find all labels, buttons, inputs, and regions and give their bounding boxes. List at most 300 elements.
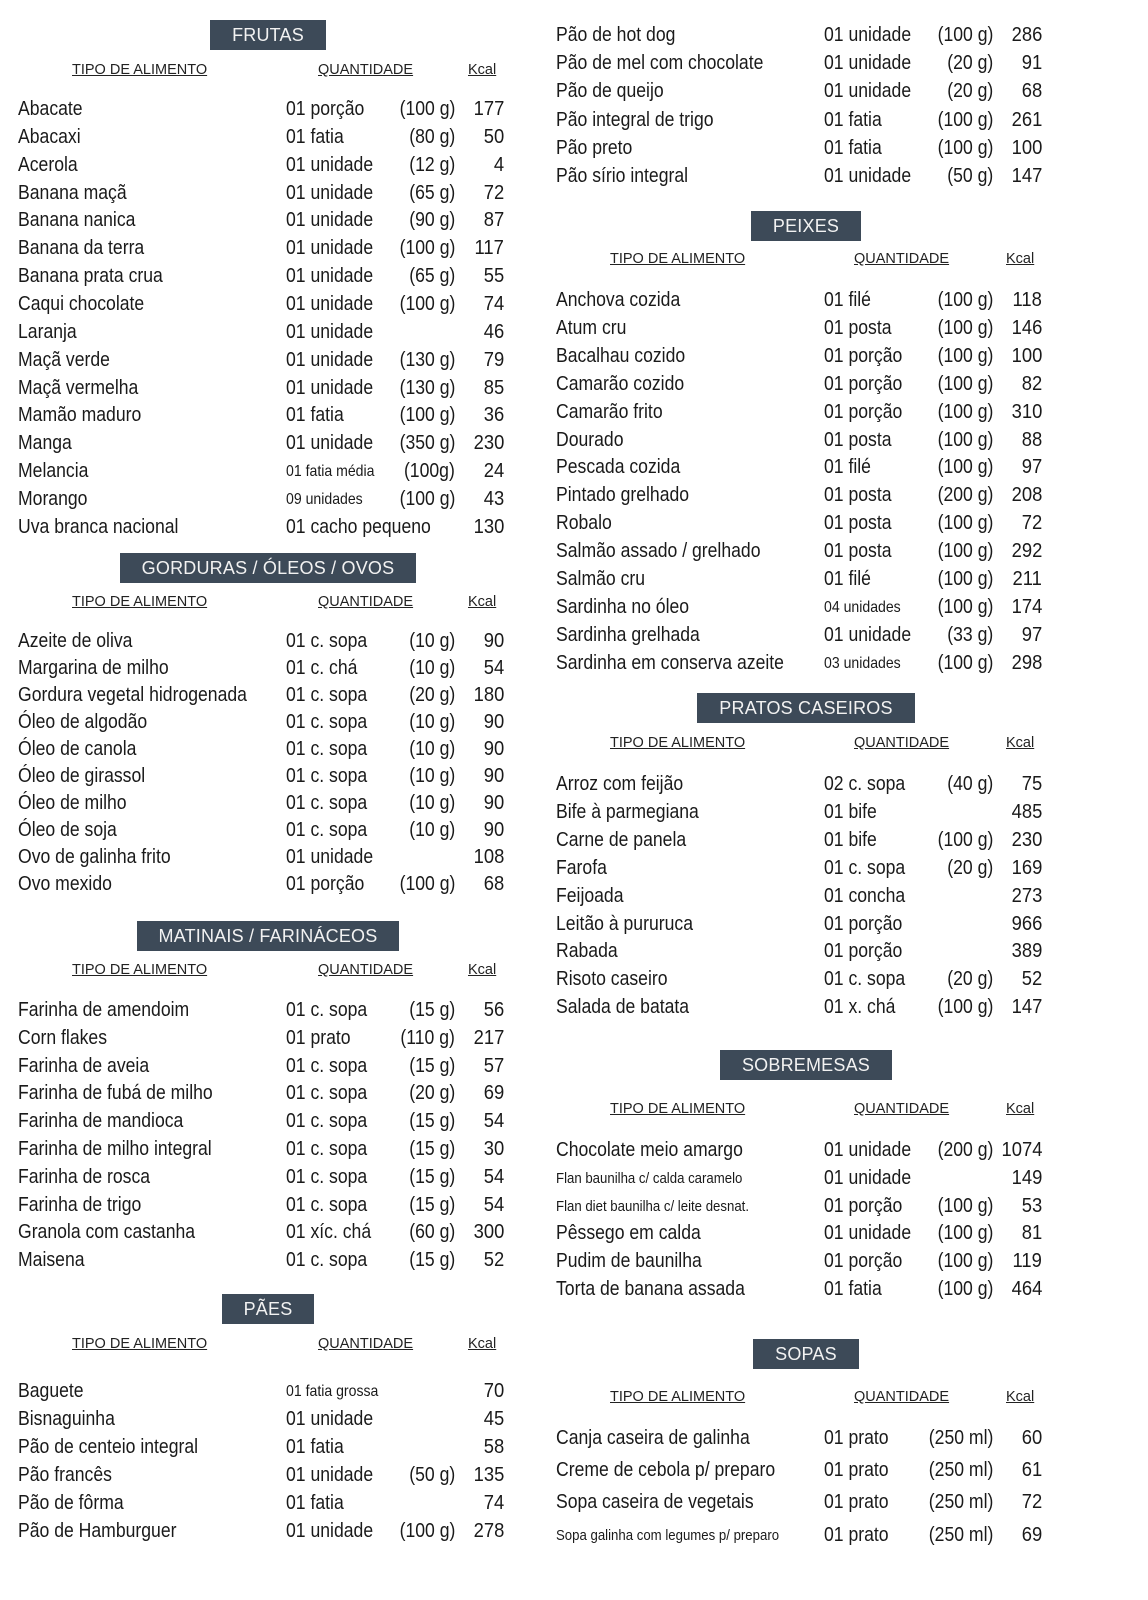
food-weight: (15 g) — [409, 1110, 455, 1133]
food-kcal: 74 — [483, 292, 504, 315]
food-name: Azeite de oliva — [18, 630, 133, 652]
food-row-pao-de-queijo — [556, 78, 1056, 106]
food-name: Pão sírio integral — [556, 165, 689, 187]
food-kcal: 118 — [1012, 289, 1042, 311]
food-quantity: 01 prato — [824, 1459, 889, 1482]
food-quantity: 01 c. chá — [286, 657, 358, 679]
food-quantity: 01 unidade — [824, 52, 912, 75]
food-weight: (130 g) — [399, 348, 455, 371]
food-weight: (100 g) — [937, 136, 993, 159]
food-row-pao-de-hamburguer — [18, 1518, 518, 1546]
section-title: MATINAIS / FARINÁCEOS — [137, 921, 400, 951]
food-row-farinha-de-milho-integral — [18, 1136, 518, 1164]
food-quantity: 01 c. sopa — [286, 1138, 368, 1160]
food-kcal: 82 — [1021, 372, 1042, 395]
food-kcal: 230 — [473, 432, 504, 455]
food-name: Salmão cru — [556, 568, 646, 590]
food-row-sopa-caseira-de-vegetais — [556, 1489, 1056, 1517]
food-name: Abacaxi — [18, 125, 81, 148]
food-kcal: 85 — [483, 376, 504, 399]
food-name: Bacalhau cozido — [556, 344, 686, 367]
food-row-laranja — [18, 319, 518, 347]
food-weight: (33 g) — [947, 623, 993, 646]
section-banner — [556, 1339, 1056, 1369]
food-kcal: 72 — [1021, 1491, 1042, 1514]
section-banner — [18, 921, 518, 951]
food-name: Farinha de trigo — [18, 1193, 142, 1216]
food-name: Pão de centeio integral — [18, 1436, 199, 1458]
food-kcal: 217 — [473, 1026, 504, 1049]
food-name: Manga — [18, 432, 72, 455]
food-kcal: 55 — [483, 265, 504, 288]
food-row-camarao-cozido — [556, 371, 1056, 399]
column-headers — [556, 735, 1056, 757]
food-weight: (40 g) — [947, 773, 993, 795]
food-weight: (100 g) — [937, 24, 993, 46]
food-name: Acerola — [18, 153, 78, 176]
food-row-farinha-de-amendoim — [18, 997, 518, 1025]
food-kcal: 273 — [1011, 884, 1042, 907]
column-headers — [18, 962, 518, 984]
food-kcal: 50 — [483, 125, 504, 148]
food-weight: (60 g) — [409, 1221, 455, 1244]
food-weight: (100g) — [404, 460, 455, 483]
food-kcal: 485 — [1011, 800, 1042, 823]
food-weight: (65 g) — [409, 181, 455, 204]
food-row-canja-caseira-de-galinha — [556, 1425, 1056, 1453]
food-weight: (100 g) — [937, 512, 993, 535]
food-quantity: 01 unidade — [286, 320, 374, 343]
food-quantity: 01 unidade — [286, 237, 374, 260]
food-quantity: 01 posta — [824, 512, 892, 535]
food-weight: (100 g) — [937, 651, 993, 674]
food-quantity: 09 unidades — [286, 490, 363, 508]
food-name: Sardinha grelhada — [556, 623, 700, 646]
food-kcal: 130 — [473, 515, 504, 538]
food-kcal: 90 — [483, 792, 504, 814]
food-row-uva-branca-nacional — [18, 514, 518, 542]
column-headers — [556, 251, 1056, 273]
food-kcal: 69 — [483, 1082, 504, 1105]
food-row-salada-de-batata — [556, 994, 1056, 1022]
header-tipo: TIPO DE ALIMENTO — [72, 62, 208, 78]
food-weight: (50 g) — [409, 1464, 455, 1486]
food-weight: (100 g) — [399, 292, 455, 315]
section-banner — [18, 20, 518, 50]
food-quantity: 01 fatia — [286, 1492, 344, 1514]
food-quantity: 01 unidade — [824, 24, 912, 46]
food-row-creme-de-cebola-p-preparo — [556, 1457, 1056, 1485]
food-name: Pão de queijo — [556, 80, 664, 103]
food-name: Arroz com feijão — [556, 773, 684, 795]
food-kcal: 286 — [1011, 24, 1042, 46]
section-title: FRUTAS — [210, 20, 326, 50]
section-banner — [556, 1050, 1056, 1080]
food-name: Torta de banana assada — [556, 1278, 745, 1300]
column-headers — [18, 594, 518, 616]
food-kcal: 292 — [1011, 540, 1042, 563]
food-weight: (100 g) — [399, 98, 455, 120]
food-quantity: 03 unidades — [824, 654, 901, 672]
food-kcal: 177 — [473, 98, 504, 120]
header-tipo: TIPO DE ALIMENTO — [610, 1101, 746, 1117]
food-name: Corn flakes — [18, 1026, 108, 1049]
food-name: Maçã verde — [18, 348, 110, 371]
food-weight: (100 g) — [937, 1194, 993, 1217]
food-name: Banana maçã — [18, 181, 127, 204]
food-weight: (50 g) — [947, 165, 993, 187]
food-name: Laranja — [18, 320, 77, 343]
column-headers — [18, 62, 518, 84]
food-quantity: 01 c. sopa — [286, 1249, 368, 1272]
section-title: SOPAS — [753, 1339, 859, 1369]
food-name: Risoto caseiro — [556, 968, 668, 991]
food-row-pudim-de-baunilha — [556, 1248, 1056, 1276]
food-row-rabada — [556, 938, 1056, 966]
food-weight: (100 g) — [399, 1520, 455, 1542]
food-row-farinha-de-mandioca — [18, 1108, 518, 1136]
food-row-banana-prata-crua — [18, 263, 518, 291]
food-quantity: 01 c. sopa — [286, 1165, 368, 1188]
food-kcal: 54 — [483, 657, 504, 679]
food-kcal: 90 — [483, 738, 504, 760]
food-quantity: 01 filé — [824, 289, 871, 311]
food-quantity: 01 fatia — [286, 1436, 344, 1458]
food-quantity: 01 prato — [286, 1026, 351, 1049]
food-quantity: 01 porção — [824, 1194, 903, 1217]
food-name: Robalo — [556, 512, 612, 535]
food-quantity: 01 c. sopa — [286, 1193, 368, 1216]
section-banner — [556, 693, 1056, 723]
food-kcal: 45 — [483, 1408, 504, 1430]
food-kcal: 30 — [483, 1138, 504, 1160]
food-row-camarao-frito — [556, 399, 1056, 427]
food-row-risoto-caseiro — [556, 966, 1056, 994]
food-name: Pêssego em calda — [556, 1222, 701, 1245]
food-quantity: 01 unidade — [824, 80, 912, 103]
food-quantity: 01 unidade — [286, 348, 374, 371]
header-kcal: Kcal — [468, 962, 497, 978]
column-headers — [556, 1389, 1056, 1411]
food-quantity: 01 unidade — [824, 1166, 912, 1189]
section-banner — [18, 1294, 518, 1324]
food-name: Baguete — [18, 1380, 84, 1402]
column-headers — [556, 1101, 1056, 1123]
food-kcal: 43 — [483, 487, 504, 510]
food-kcal: 46 — [483, 320, 504, 343]
header-tipo: TIPO DE ALIMENTO — [610, 251, 746, 267]
food-name: Abacate — [18, 98, 83, 120]
header-kcal: Kcal — [1006, 735, 1035, 751]
header-tipo: TIPO DE ALIMENTO — [72, 962, 208, 978]
header-quantidade: QUANTIDADE — [318, 594, 414, 610]
food-kcal: 61 — [1021, 1459, 1042, 1482]
food-weight: (100 g) — [937, 1278, 993, 1300]
food-name: Dourado — [556, 428, 624, 451]
food-weight: (100 g) — [937, 595, 993, 618]
food-row-acerola — [18, 152, 518, 180]
food-row-bacalhau-cozido — [556, 343, 1056, 371]
header-tipo: TIPO DE ALIMENTO — [72, 1336, 208, 1352]
food-row-maca-vermelha — [18, 375, 518, 403]
header-quantidade: QUANTIDADE — [854, 251, 950, 267]
food-weight: (100 g) — [937, 828, 993, 851]
food-weight: (100 g) — [937, 996, 993, 1019]
food-quantity: 04 unidades — [824, 598, 901, 616]
food-row-atum-cru — [556, 315, 1056, 343]
food-row-sopa-galinha-com-legumes-p-preparo — [556, 1522, 1056, 1550]
food-row-pintado-grelhado — [556, 482, 1056, 510]
food-name: Pão integral de trigo — [556, 108, 714, 131]
food-name: Óleo de soja — [18, 819, 117, 841]
food-weight: (100 g) — [937, 1222, 993, 1245]
food-quantity: 01 porção — [824, 372, 903, 395]
header-quantidade: QUANTIDADE — [318, 1336, 414, 1352]
food-quantity: 01 porção — [824, 400, 903, 423]
food-row-pao-de-forma — [18, 1490, 518, 1518]
food-weight: (20 g) — [947, 52, 993, 75]
food-name: Óleo de girassol — [18, 765, 146, 787]
food-quantity: 01 unidade — [286, 1408, 374, 1430]
food-row-margarina-de-milho — [18, 655, 518, 683]
food-weight: (65 g) — [409, 265, 455, 288]
food-row-abacate — [18, 96, 518, 124]
food-weight: (100 g) — [937, 1250, 993, 1273]
food-name: Farinha de rosca — [18, 1165, 151, 1188]
food-row-pao-integral-de-trigo — [556, 107, 1056, 135]
food-weight: (10 g) — [409, 738, 455, 760]
food-kcal: 310 — [1011, 400, 1042, 423]
food-kcal: 54 — [483, 1193, 504, 1216]
food-weight: (250 ml) — [928, 1523, 993, 1546]
food-kcal: 91 — [1021, 52, 1042, 75]
food-quantity: 01 unidade — [286, 292, 374, 315]
food-weight: (100 g) — [399, 237, 455, 260]
food-kcal: 169 — [1011, 856, 1042, 879]
food-kcal: 147 — [1011, 165, 1042, 187]
food-row-pescada-cozida — [556, 454, 1056, 482]
food-kcal: 52 — [1021, 968, 1042, 991]
food-quantity: 01 unidade — [286, 209, 374, 232]
food-row-dourado — [556, 427, 1056, 455]
food-kcal: 72 — [483, 181, 504, 204]
food-quantity: 01 prato — [824, 1523, 889, 1546]
food-kcal: 108 — [473, 846, 504, 868]
food-name: Chocolate meio amargo — [556, 1139, 743, 1161]
food-row-flan-baunilha-c-calda-caramelo — [556, 1165, 1056, 1193]
food-weight: (100 g) — [399, 873, 455, 895]
food-quantity: 01 bife — [824, 800, 877, 823]
food-row-pao-preto — [556, 135, 1056, 163]
food-name: Ovo de galinha frito — [18, 846, 171, 868]
section-title: PRATOS CASEIROS — [697, 693, 914, 723]
food-row-banana-nanica — [18, 207, 518, 235]
food-weight: (15 g) — [409, 999, 455, 1021]
food-weight: (100 g) — [937, 428, 993, 451]
food-row-bife-a-parmegiana — [556, 799, 1056, 827]
food-quantity: 01 unidade — [286, 432, 374, 455]
food-kcal: 146 — [1011, 316, 1042, 339]
food-kcal: 54 — [483, 1165, 504, 1188]
food-weight: (100 g) — [937, 289, 993, 311]
food-quantity: 01 unidade — [824, 165, 912, 187]
food-weight: (10 g) — [409, 765, 455, 787]
food-kcal: 72 — [1021, 512, 1042, 535]
food-kcal: 88 — [1021, 428, 1042, 451]
food-name: Maçã vermelha — [18, 376, 139, 399]
food-name: Farinha de aveia — [18, 1054, 150, 1077]
food-name: Gordura vegetal hidrogenada — [18, 684, 247, 706]
food-kcal: 74 — [483, 1492, 504, 1514]
food-quantity: 02 c. sopa — [824, 773, 906, 795]
food-kcal: 68 — [1021, 80, 1042, 103]
food-quantity: 01 c. sopa — [286, 630, 368, 652]
food-quantity: 01 posta — [824, 428, 892, 451]
food-weight: (20 g) — [947, 968, 993, 991]
section-title: PÃES — [222, 1294, 315, 1324]
food-name: Sopa caseira de vegetais — [556, 1491, 754, 1514]
food-quantity: 01 xíc. chá — [286, 1221, 372, 1244]
food-kcal: 135 — [473, 1464, 504, 1486]
food-quantity: 01 fatia média — [286, 463, 375, 481]
food-kcal: 298 — [1011, 651, 1042, 674]
food-row-caqui-chocolate — [18, 291, 518, 319]
food-weight: (100 g) — [937, 108, 993, 131]
header-tipo: TIPO DE ALIMENTO — [610, 1389, 746, 1405]
food-weight: (10 g) — [409, 630, 455, 652]
food-row-sardinha-em-conserva-azeite — [556, 650, 1056, 678]
food-row-oleo-de-soja — [18, 817, 518, 845]
food-weight: (100 g) — [937, 400, 993, 423]
food-quantity: 01 porção — [286, 98, 365, 120]
food-name: Camarão cozido — [556, 372, 685, 395]
food-kcal: 208 — [1011, 484, 1042, 507]
food-name: Margarina de milho — [18, 657, 169, 679]
food-kcal: 36 — [483, 404, 504, 427]
food-quantity: 01 concha — [824, 884, 906, 907]
food-row-bisnaguinha — [18, 1406, 518, 1434]
food-quantity: 01 c. sopa — [286, 1110, 368, 1133]
food-row-sardinha-no-oleo — [556, 594, 1056, 622]
food-kcal: 69 — [1021, 1523, 1042, 1546]
food-kcal: 87 — [483, 209, 504, 232]
food-row-pao-de-centeio-integral — [18, 1434, 518, 1462]
food-quantity: 01 c. sopa — [286, 1054, 368, 1077]
food-name: Pão de fôrma — [18, 1492, 124, 1514]
header-kcal: Kcal — [1006, 251, 1035, 267]
food-weight: (12 g) — [409, 153, 455, 176]
food-kcal: 4 — [493, 153, 504, 176]
food-name: Banana prata crua — [18, 265, 163, 288]
food-weight: (10 g) — [409, 711, 455, 733]
food-quantity: 01 c. sopa — [286, 711, 368, 733]
food-kcal: 211 — [1012, 568, 1042, 590]
food-quantity: 01 bife — [824, 828, 877, 851]
food-quantity: 01 prato — [824, 1427, 889, 1449]
food-row-pao-sirio-integral — [556, 163, 1056, 191]
food-row-gordura-vegetal-hidrogenada — [18, 682, 518, 710]
food-weight: (200 g) — [937, 484, 993, 507]
food-weight: (250 ml) — [928, 1427, 993, 1449]
food-name: Flan baunilha c/ calda caramelo — [556, 1169, 743, 1187]
header-quantidade: QUANTIDADE — [318, 62, 414, 78]
food-kcal: 119 — [1012, 1250, 1042, 1273]
food-row-azeite-de-oliva — [18, 628, 518, 656]
food-name: Atum cru — [556, 316, 627, 339]
food-kcal: 90 — [483, 819, 504, 841]
food-quantity: 01 porção — [824, 344, 903, 367]
food-kcal: 389 — [1011, 940, 1042, 963]
header-kcal: Kcal — [468, 1336, 497, 1352]
food-kcal: 54 — [483, 1110, 504, 1133]
column-headers — [18, 1336, 518, 1358]
food-quantity: 01 fatia — [824, 108, 882, 131]
food-weight: (130 g) — [399, 376, 455, 399]
food-name: Óleo de canola — [18, 738, 137, 760]
food-kcal: 97 — [1021, 456, 1042, 479]
food-name: Farinha de fubá de milho — [18, 1082, 213, 1105]
food-quantity: 01 c. sopa — [286, 738, 368, 760]
food-row-carne-de-panela — [556, 827, 1056, 855]
food-weight: (100 g) — [937, 344, 993, 367]
food-weight: (100 g) — [937, 456, 993, 479]
food-quantity: 01 unidade — [286, 181, 374, 204]
food-row-granola-com-castanha — [18, 1219, 518, 1247]
food-weight: (15 g) — [409, 1054, 455, 1077]
food-name: Pescada cozida — [556, 456, 681, 479]
food-weight: (90 g) — [409, 209, 455, 232]
food-name: Pão de mel com chocolate — [556, 52, 764, 75]
food-kcal: 24 — [483, 460, 504, 483]
food-weight: (15 g) — [409, 1249, 455, 1272]
food-quantity: 01 porção — [824, 940, 903, 963]
food-row-melancia — [18, 458, 518, 486]
section-title: PEIXES — [751, 211, 861, 241]
food-row-flan-diet-baunilha-c-leite-desnat — [556, 1193, 1056, 1221]
food-quantity: 01 posta — [824, 316, 892, 339]
food-row-sardinha-grelhada — [556, 622, 1056, 650]
food-name: Sardinha no óleo — [556, 595, 690, 618]
food-kcal: 97 — [1021, 623, 1042, 646]
food-weight: (20 g) — [409, 1082, 455, 1105]
food-name: Bisnaguinha — [18, 1408, 115, 1430]
section-title: SOBREMESAS — [720, 1050, 892, 1080]
food-quantity: 01 c. sopa — [286, 999, 368, 1021]
food-name: Leitão à pururuca — [556, 912, 693, 935]
food-kcal: 117 — [474, 237, 504, 260]
food-row-corn-flakes — [18, 1025, 518, 1053]
food-row-abacaxi — [18, 124, 518, 152]
food-name: Carne de panela — [556, 828, 687, 851]
food-name: Farinha de amendoim — [18, 999, 190, 1021]
food-quantity: 01 porção — [824, 912, 903, 935]
food-kcal: 81 — [1021, 1222, 1042, 1245]
section-banner — [556, 211, 1056, 241]
food-kcal: 261 — [1011, 108, 1042, 131]
food-name: Banana nanica — [18, 209, 136, 232]
food-row-ovo-mexido — [18, 871, 518, 899]
header-quantidade: QUANTIDADE — [318, 962, 414, 978]
food-name: Sopa galinha com legumes p/ preparo — [556, 1526, 780, 1544]
food-quantity: 01 porção — [286, 873, 365, 895]
header-kcal: Kcal — [1006, 1389, 1035, 1405]
food-kcal: 90 — [483, 630, 504, 652]
food-kcal: 60 — [1021, 1427, 1042, 1449]
food-quantity: 01 prato — [824, 1491, 889, 1514]
food-row-morango — [18, 486, 518, 514]
food-name: Bife à parmegiana — [556, 800, 699, 823]
food-name: Pão de Hamburguer — [18, 1520, 177, 1542]
